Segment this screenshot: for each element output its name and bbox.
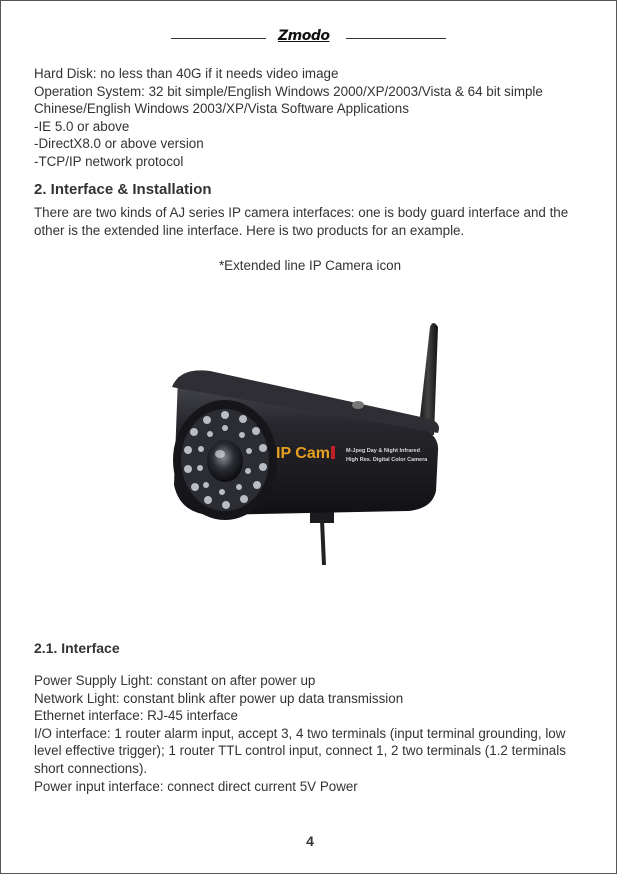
camera-tagline-1: M-Jpeg Day & Night Infrared bbox=[346, 448, 420, 454]
lens-shape bbox=[207, 440, 243, 482]
camera-brand-label: IP Cam bbox=[276, 445, 330, 462]
page-number: 4 bbox=[306, 833, 314, 849]
requirement-line: Operation System: 32 bit simple/English Windows 2000/XP/2003/Vista & 64 bit simple Chinese/English Windows 2003/XP/Vista Software Applications bbox=[34, 83, 543, 117]
cable-shape bbox=[322, 520, 324, 565]
list-item: Ethernet interface: RJ-45 interface bbox=[34, 708, 238, 724]
screw-shape bbox=[352, 401, 364, 409]
list-item: Network Light: constant blink after power up data transmission bbox=[34, 690, 404, 706]
image-caption: *Extended line IP Camera icon bbox=[218, 258, 402, 273]
requirement-line: -TCP/IP network protocol bbox=[34, 153, 184, 169]
requirement-line: -IE 5.0 or above bbox=[34, 118, 130, 134]
section-title: 2. Interface & Installation bbox=[34, 180, 212, 198]
header-rule-left bbox=[171, 38, 266, 39]
camera-tagline-2: High Res. Digital Color Camera bbox=[346, 457, 428, 463]
interface-list bbox=[34, 672, 594, 795]
camera-label-accent-shape bbox=[331, 446, 335, 459]
ip-camera-photo bbox=[150, 315, 466, 565]
page-header bbox=[0, 28, 620, 48]
lens-glint-shape bbox=[215, 450, 225, 458]
list-item: Power Supply Light: constant on after power up bbox=[34, 673, 316, 688]
list-item: I/O interface: 1 router alarm input, accept 3, 4 two terminals (input terminal grounding, low level effective trigger); 1 router TTL control input, connect 1, 2 two terminals (1.2 terminals short connections). bbox=[34, 725, 566, 776]
requirement-line: Hard Disk: no less than 40G if it needs video image bbox=[34, 66, 339, 81]
header-rule-right bbox=[346, 38, 446, 39]
subsection-title: 2.1. Interface bbox=[34, 640, 120, 656]
list-item: Power input interface: connect direct current 5V Power bbox=[34, 778, 358, 794]
requirement-line: -DirectX8.0 or above version bbox=[34, 136, 204, 152]
section-intro: There are two kinds of AJ series IP camera interfaces: one is body guard interface and the other is the extended line interface. Here is two products for an example. bbox=[34, 205, 569, 238]
main-content bbox=[34, 65, 594, 239]
brand-logo: Zmodo bbox=[278, 28, 330, 44]
